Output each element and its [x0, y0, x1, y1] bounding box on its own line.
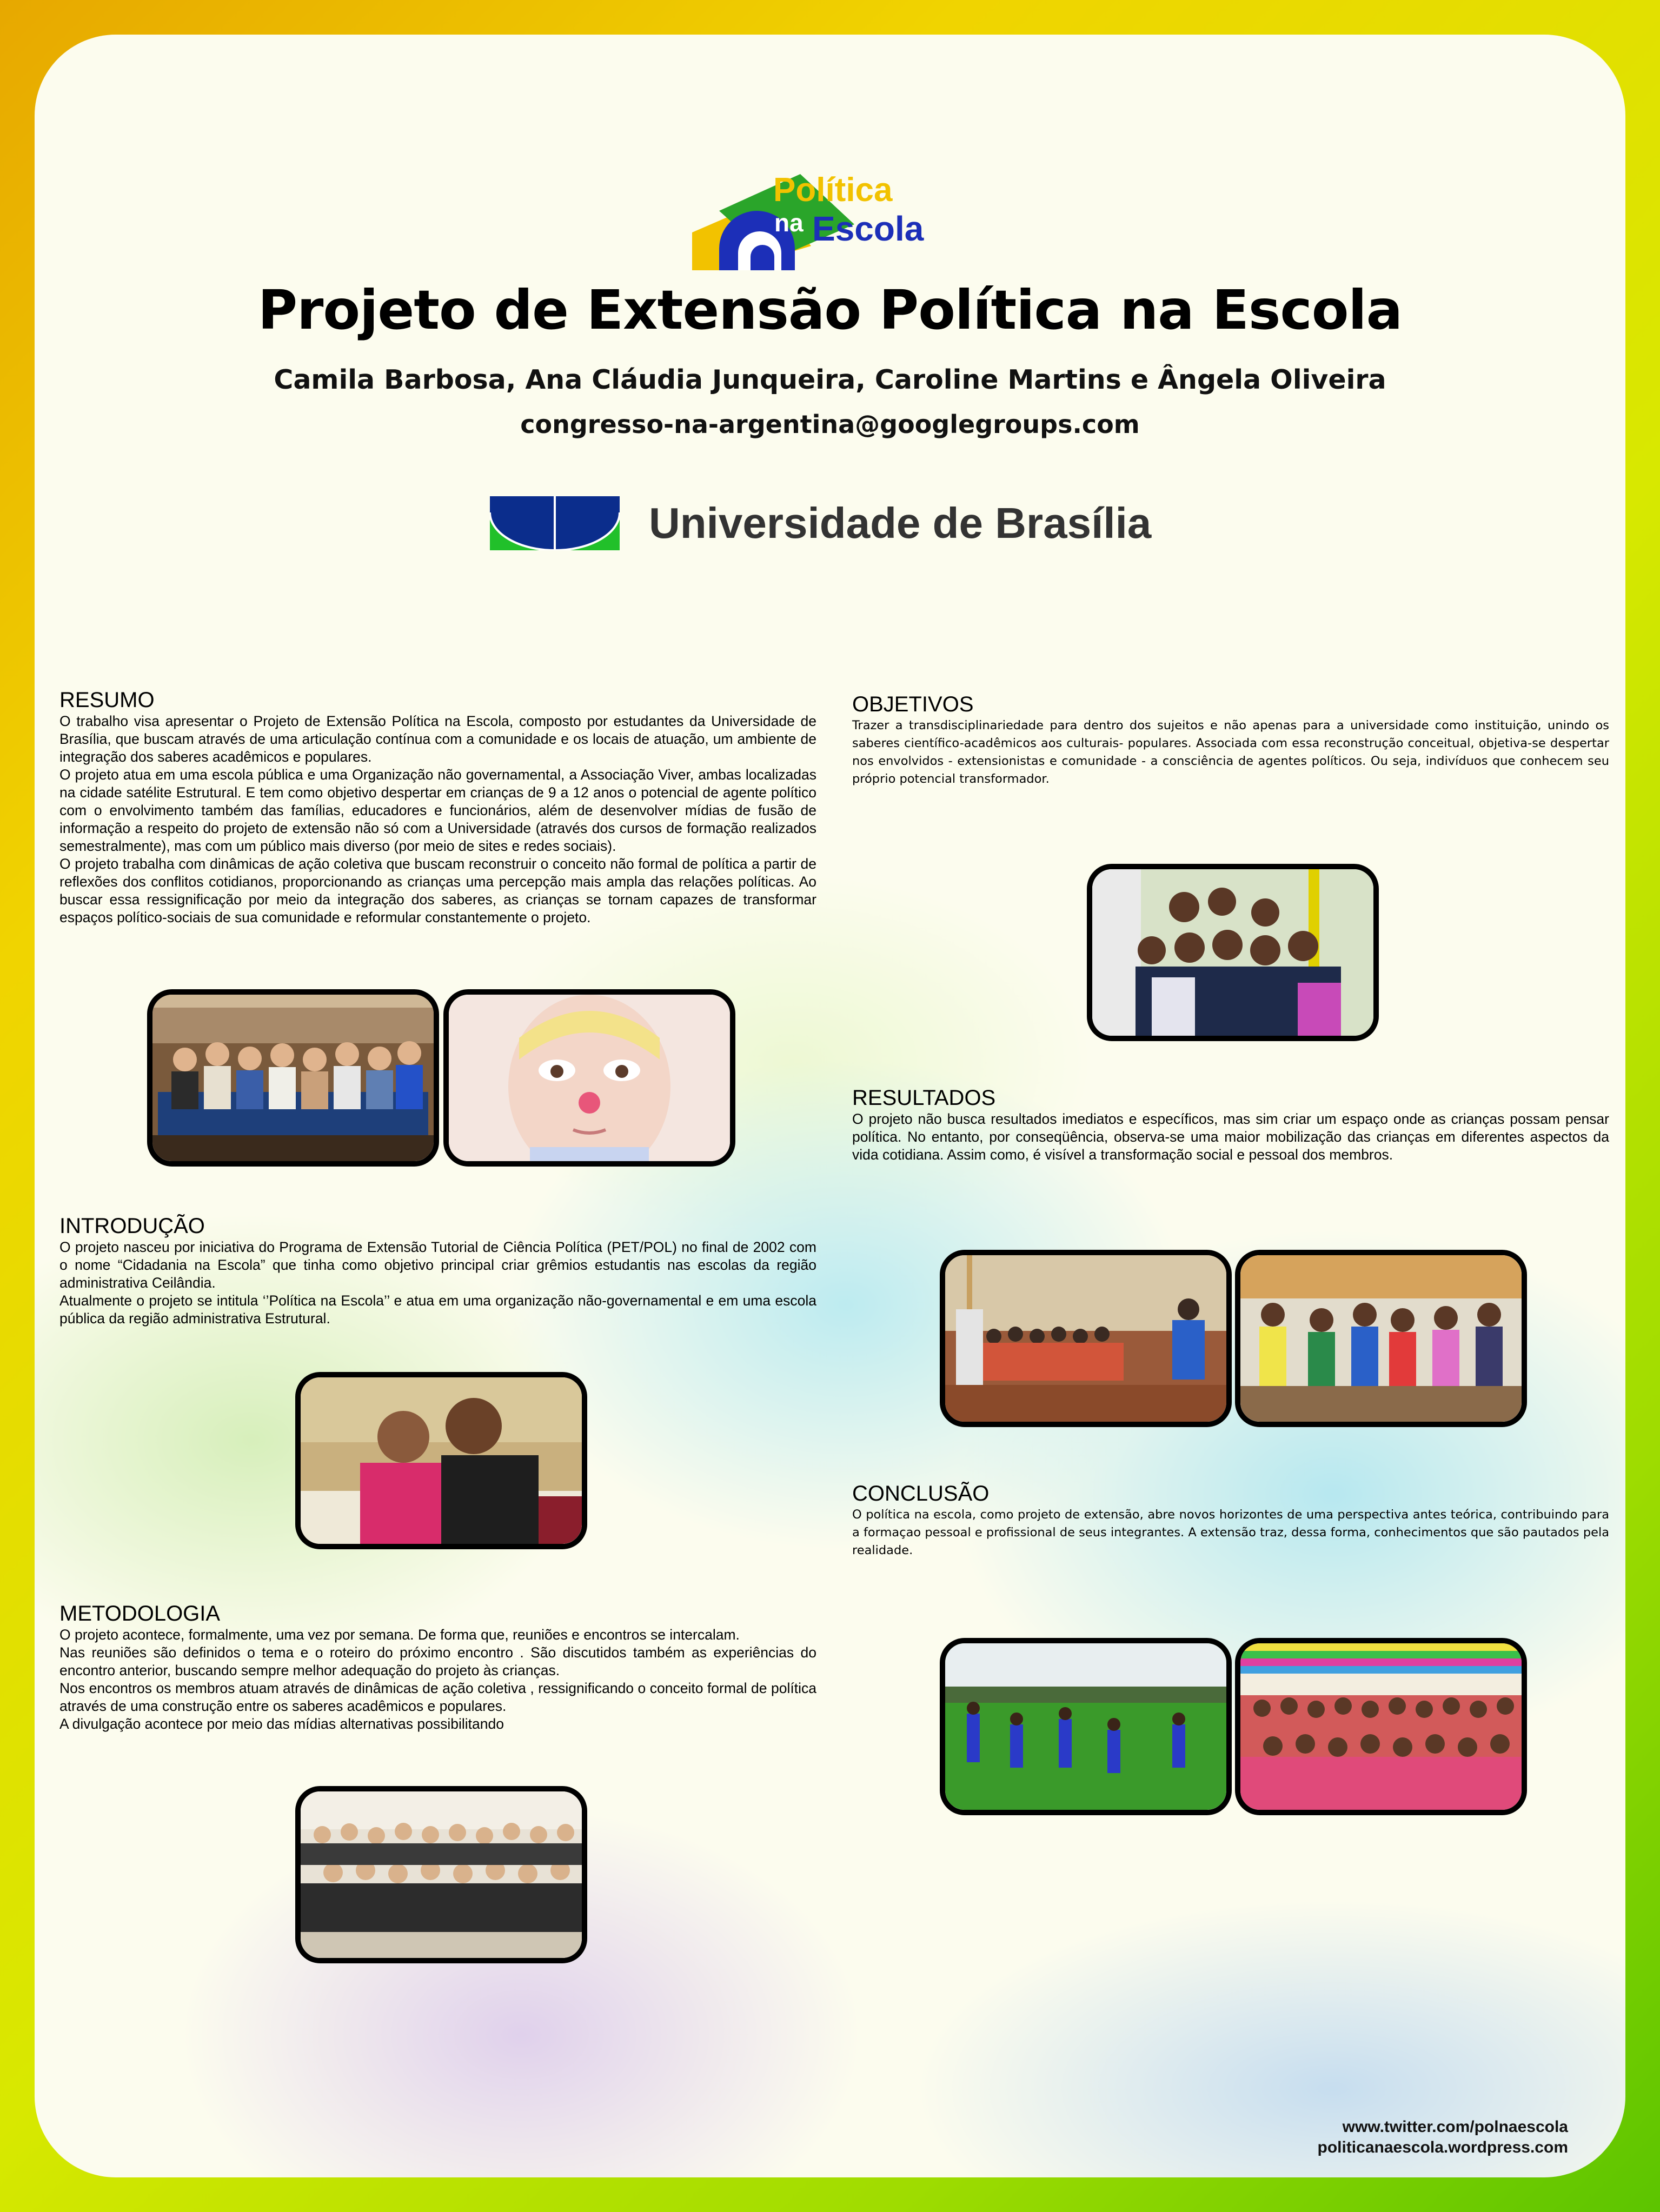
- resultados-paragraph: O projeto não busca resultados imediatos e específicos, mas sim criar um espaço onde as crianças possam pensar política. No entanto, por conseqüência, observa-se uma maior mobilização das crianças em diferentes aspectos da vida cotidiana. Assim como, é visível a transformação social e pessoal dos membros.: [852, 1111, 1609, 1163]
- unb-logo: [490, 496, 620, 550]
- photo-field-play: [940, 1638, 1232, 1815]
- politica-na-escola-logo: [687, 168, 979, 270]
- section-metodologia: [59, 1601, 816, 1733]
- objetivos-paragraph: Trazer a transdisciplinariedade para dentro dos sujeitos e não apenas para a universidade como instituição, unindo os saberes científico-acadêmicos aos culturais- populares. Associada com essa reconstrução conceitual, objetiva-se despertar nos envolvidos - extensionistas e comunidade - a consciência de agentes políticos. Ou seja, indivíduos que conhecem seu próprio potencial transformador.: [852, 718, 1609, 786]
- section-introducao: [59, 1214, 816, 1328]
- heading-resumo: RESUMO: [59, 688, 155, 712]
- photo-two-girls: [295, 1372, 587, 1549]
- conclusao-paragraph: O política na escola, como projeto de extensão, abre novos horizontes de uma perspectiva antes teórica, contribuindo para a formaçao pessoal e profissional de seus integrantes. A extensão traz, dessa forma, conhecimentos que são pautados pela realidade.: [852, 1508, 1609, 1557]
- metodologia-paragraph: Nas reuniões são definidos o tema e o roteiro do próximo encontro . São discutidos também as experiências do encontro anterior, buscando sempre melhor adequação do projeto às crianças.: [59, 1644, 816, 1678]
- heading-conclusao: CONCLUSÃO: [852, 1482, 990, 1505]
- photo-big-group: [295, 1786, 587, 1963]
- metodologia-paragraph: O projeto acontece, formalmente, uma vez por semana. De forma que, reuniões e encontros se intercalam.: [59, 1627, 740, 1643]
- logo-text-na: na: [774, 209, 804, 237]
- photo-kids-outside: [1235, 1250, 1527, 1427]
- photo-tent-crowd: [1235, 1638, 1527, 1815]
- heading-introducao: INTRODUÇÃO: [59, 1214, 205, 1238]
- heading-resultados: RESULTADOS: [852, 1086, 996, 1110]
- photo-dance-hall: [940, 1250, 1232, 1427]
- resumo-paragraph: O projeto trabalha com dinâmicas de ação coletiva que buscam reconstruir o conceito não formal de política a partir de reflexões dos conflitos cotidianos, proporcionando as crianças uma percepção mais ampla das relações políticas. Ao buscar essa ressignificação por meio da integração dos saberes, as crianças se tornam capazes de transformar espaços político-sociais de sua comunidade e reformular constantemente o projeto.: [59, 856, 816, 925]
- poster-title: Projeto de Extensão Política na Escola: [257, 278, 1403, 342]
- logo-text-escola: Escola: [812, 209, 924, 248]
- photo-kids-smiling: [1087, 864, 1379, 1041]
- photo-face-paint-child: [443, 989, 735, 1167]
- authors: Camila Barbosa, Ana Cláudia Junqueira, Caroline Martins e Ângela Oliveira: [274, 364, 1386, 395]
- introducao-paragraph: O projeto nasceu por iniciativa do Programa de Extensão Tutorial de Ciência Política (PET/POL) no final de 2002 com o nome “Cidadania na Escola” que tinha como objetivo principal criar grêmios estudantis nas escolas da região administrativa Ceilândia.: [59, 1239, 816, 1291]
- university-name: Universidade de Brasília: [649, 499, 1152, 547]
- section-conclusao: [852, 1481, 1609, 1560]
- introducao-paragraph: Atualmente o projeto se intitula ‘’Política na Escola’’ e atua em uma organização não-governamental e em uma escola pública da região administrativa Estrutural.: [59, 1292, 816, 1327]
- resumo-paragraph: O trabalho visa apresentar o Projeto de Extensão Política na Escola, composto por estudantes da Universidade de Brasília, que buscam através de uma articulação contínua com a comunidade e os locais de atuação, um ambiente de integração dos saberes acadêmicos e populares.: [59, 713, 816, 765]
- photo-group-couch: [147, 989, 439, 1167]
- section-resultados: [852, 1085, 1609, 1164]
- section-objetivos: [852, 692, 1609, 788]
- twitter-link[interactable]: www.twitter.com/polnaescola: [1342, 2118, 1568, 2136]
- metodologia-paragraph: A divulgação acontece por meio das mídias alternativas possibilitando: [59, 1716, 504, 1732]
- resumo-paragraph: O projeto atua em uma escola pública e uma Organização não governamental, a Associação Viver, ambas localizadas na cidade satélite Estrutural. E tem como objetivo despertar em crianças de 9 a 12 anos o potencial de agente político com o envolvimento também das famílias, educadores e funcionários, além de desenvolver mídias de fusão de informação a respeito do projeto de extensão não só com a Universidade (através dos cursos de formação realizados semestralmente), mas com um público mais diverso (por meio de sites e redes sociais).: [59, 767, 816, 854]
- footer-links: [1190, 2117, 1568, 2158]
- contact-email[interactable]: congresso-na-argentina@googlegroups.com: [520, 410, 1140, 439]
- logo-text-politica: Política: [773, 171, 893, 209]
- blog-link[interactable]: politicanaescola.wordpress.com: [1317, 2138, 1568, 2156]
- metodologia-paragraph: Nos encontros os membros atuam através de dinâmicas de ação coletiva , ressignificando o conceito formal de política através de uma construção entre os saberes acadêmicos e populares.: [59, 1680, 816, 1714]
- heading-metodologia: METODOLOGIA: [59, 1602, 221, 1625]
- section-resumo: [59, 688, 816, 927]
- heading-objetivos: OBJETIVOS: [852, 692, 974, 716]
